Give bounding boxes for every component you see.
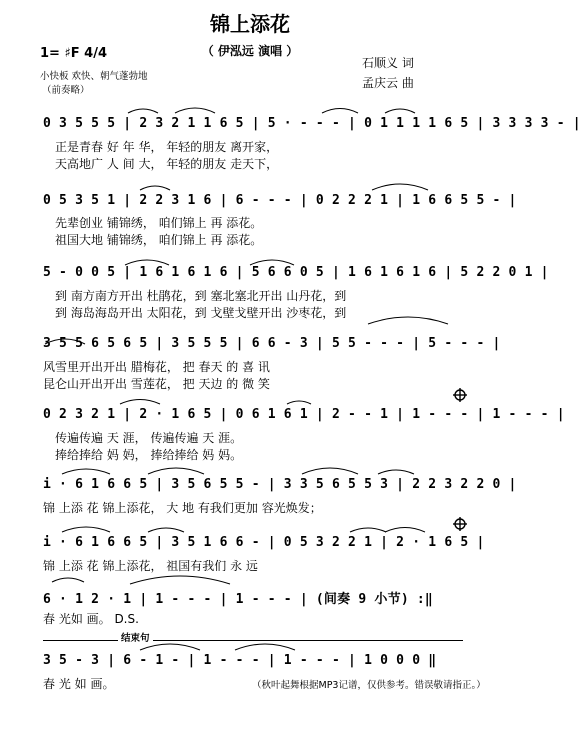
lyric-row-5a: 传遍传遍 天 涯， 传遍传遍 天 涯。: [55, 431, 243, 445]
lyric-row-2b: 祖国大地 铺锦绣， 咱们锦上 再 添花。: [55, 233, 263, 247]
tempo-marking: 小快板 欢快、朝气蓬勃地: [40, 71, 148, 82]
ending-label: 结束句: [118, 630, 153, 644]
lyric-row-9a: 春 光 如 画。: [43, 677, 115, 691]
lyric-row-4b: 昆仑山开出开出 雪莲花， 把 天边 的 微 笑: [43, 377, 270, 391]
singer-line: （ 伊泓远 演唱 ）: [201, 44, 299, 58]
notation-row-4: 3 5 5 6 5 6 5 | 3 5 5 5 | 6 6 - 3 | 5 5 - - - | 5 - - - |: [43, 336, 501, 351]
lyricist-credit: 石顺义 词: [362, 56, 414, 70]
lyric-row-5b: 捧给捧给 妈 妈， 捧给捧给 妈 妈。: [55, 448, 243, 462]
notation-row-9: 3 5 - 3 | 6 - 1 - | 1 - - - | 1 - - - | 1 0 0 0 ‖: [43, 653, 437, 668]
lyric-row-3b: 到 海岛海岛开出 太阳花，到 戈壁戈壁开出 沙枣花，到: [55, 306, 347, 320]
notation-row-5: 0 2 3 2 1 | 2 · 1 6 5 | 0 6 1 6 1 | 2 - - 1 | 1 - - - | 1 - - - |: [43, 407, 565, 422]
composer-credit: 孟庆云 曲: [362, 76, 414, 90]
notation-row-3: 5 - 0 0 5 | 1 6 1 6 1 6 | 5 6 6 0 5 | 1 6 1 6 1 6 | 5 2 2 0 1 |: [43, 265, 549, 280]
lyric-row-8a: 春 光如 画。 D.S.: [43, 612, 139, 626]
lyric-row-1b: 天高地广 人 间 大， 年轻的朋友 走天下，: [55, 157, 279, 171]
song-title: 锦上添花: [210, 12, 290, 36]
notation-row-7: i · 6 1 6 6 5 | 3 5 1 6 6 - | 0 5 3 2 2 1 | 2 · 1 6 5 |: [43, 535, 485, 550]
ending-rule: [43, 640, 463, 641]
lyric-row-1a: 正是青春 好 年 华， 年轻的朋友 离开家，: [55, 140, 279, 154]
notation-row-6: i · 6 1 6 6 5 | 3 5 6 5 5 - | 3 3 5 6 5 5 3 | 2 2 3 2 2 0 |: [43, 477, 517, 492]
lyric-row-7a: 锦 上添 花 锦上添花， 祖国有我们 永 远: [43, 559, 258, 573]
lyric-row-2a: 先辈创业 铺锦绣， 咱们锦上 再 添花。: [55, 216, 263, 230]
lyric-row-6a: 锦 上添 花 锦上添花， 大 地 有我们更加 容光焕发；: [43, 501, 322, 515]
key-signature: 1= ♯F 4/4: [40, 46, 107, 61]
notation-row-1: 0 3 5 5 5 | 2 3 2 1 1 6 5 | 5 · - - - | 0 1 1 1 1 6 5 | 3 3 3 3 - |: [43, 116, 581, 131]
transcription-footnote: （秋叶起舞根据MP3记谱，仅供参考。错误敬请指正。）: [252, 680, 486, 691]
intro-note: （前奏略）: [42, 85, 90, 96]
notation-row-2: 0 5 3 5 1 | 2 2 3 1 6 | 6 - - - | 0 2 2 2 1 | 1 6 6 5 5 - |: [43, 193, 517, 208]
lyric-row-3a: 到 南方南方开出 杜鹃花，到 塞北塞北开出 山丹花，到: [55, 289, 347, 303]
notation-row-8: 6 · 1 2 · 1 | 1 - - - | 1 - - - | (间奏 9 小节) :‖: [43, 592, 433, 607]
lyric-row-4a: 风雪里开出开出 腊梅花， 把 春天 的 喜 讯: [43, 360, 270, 374]
